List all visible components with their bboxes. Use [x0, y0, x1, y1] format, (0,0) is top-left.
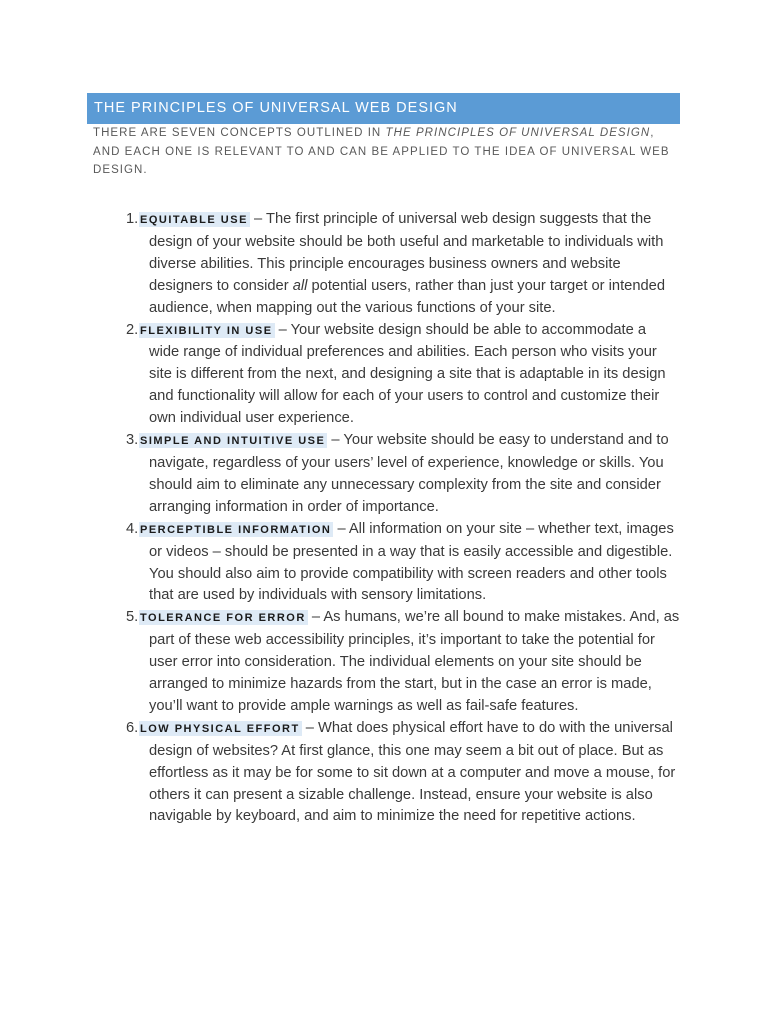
principle-name: TOLERANCE FOR ERROR — [140, 612, 306, 625]
intro-paragraph — [93, 124, 680, 180]
principle-number: 5. — [126, 609, 139, 626]
principle-number: 1. — [126, 211, 139, 227]
principle-text: – Your website design should be able to accommodate a wide range of individual preferences and abilities. Each person who visits your site is different from the next, and designing a site that is adaptable in its design and functionality will allow for each of your users to control and customize their own individual user experience. — [149, 321, 666, 427]
principle-text: – Your website should be easy to understand and to navigate, regardless of your users’ level of experience, knowledge or skills. You should aim to eliminate any unnecessary complexity from the site and consider arranging information in order of importance. — [149, 432, 669, 515]
principle-item-perceptible-information — [124, 519, 680, 608]
principle-number: 6. — [126, 719, 139, 736]
principle-text: potential users, rather than just your target or intended audience, when mapping out the various functions of your site. — [149, 277, 666, 316]
document-title: THE PRINCIPLES OF UNIVERSAL WEB DESIGN — [94, 100, 458, 116]
principle-name: EQUITABLE USE — [140, 214, 248, 226]
intro-text-after: , AND EACH ONE IS RELEVANT TO AND CAN BE APPLIED TO THE IDEA OF UNIVERSAL WEB DESIGN. — [93, 127, 670, 176]
principle-name: FLEXIBILITY IN USE — [140, 324, 273, 337]
title-bar — [87, 93, 680, 124]
principle-text: – All information on your site – whether text, images or videos – should be presented in a way that is easily accessible and digestible. You should also aim to provide compatibility with screen readers and other tools that are used by individuals with sensory limitations. — [149, 520, 674, 604]
principle-name: LOW PHYSICAL EFFORT — [140, 722, 300, 735]
principle-number: 2. — [126, 321, 139, 338]
principle-item-low-physical-effort — [124, 718, 680, 829]
intro-text-before: THERE ARE SEVEN CONCEPTS OUTLINED IN — [93, 127, 386, 139]
principle-name: PERCEPTIBLE INFORMATION — [140, 523, 332, 536]
principle-emphasis: all — [292, 277, 308, 294]
principle-number: 4. — [126, 520, 139, 537]
principle-name: SIMPLE AND INTUITIVE USE — [140, 435, 326, 448]
principle-item-simple-and-intuitive-use — [124, 430, 680, 519]
principles-list — [124, 209, 680, 828]
principle-text: – The first principle of universal web design suggests that the design of your website should be both useful and marketable to individuals with diverse abilities. This principle encourages business owners and website designers to consider — [149, 211, 664, 294]
principle-text: – What does physical effort have to do with the universal design of websites? At first glance, this one may seem a bit out of place. But as effortless as it may be for some to sit down at a computer and move a mouse, for others it can present a sizable challenge. Instead, ensure your website is also navigable by keyboard, and aim to minimize the need for repetitive actions. — [149, 719, 676, 825]
principle-number: 3. — [126, 432, 139, 449]
principle-item-equitable-use — [124, 209, 680, 320]
intro-emphasis: THE PRINCIPLES OF UNIVERSAL DESIGN — [385, 127, 651, 139]
principle-item-tolerance-for-error — [124, 607, 680, 718]
principle-item-flexibility-in-use — [124, 320, 680, 431]
principle-text: – As humans, we’re all bound to make mistakes. And, as part of these web accessibility principles, it’s important to take the potential for user error into consideration. The individual elements on your site should be arranged to minimize hazards from the start, but in the case an error is made, you’ll want to provide ample warnings as well as fail-safe features. — [149, 609, 680, 714]
